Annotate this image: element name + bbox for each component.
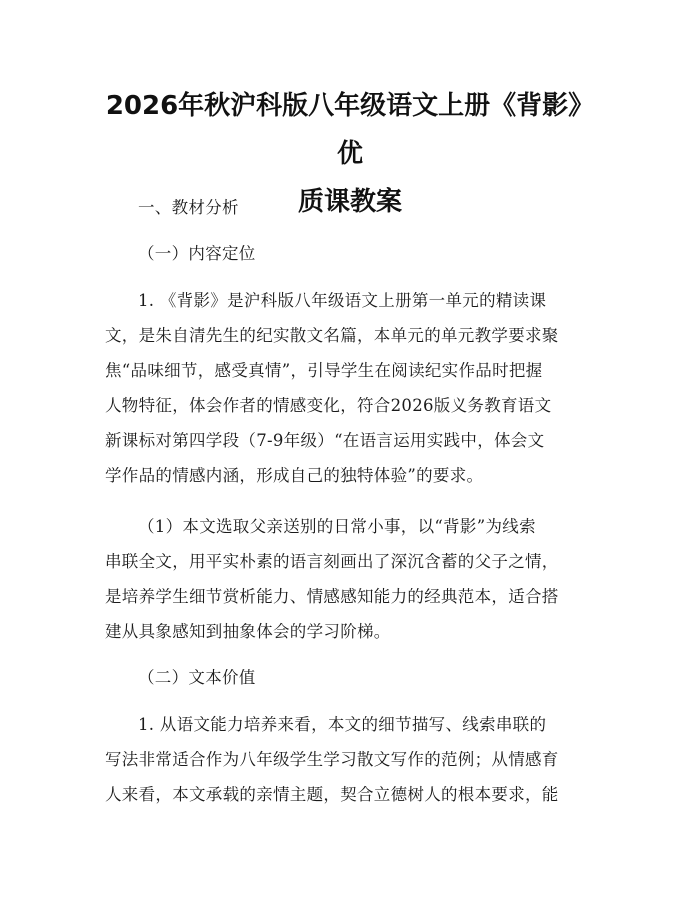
paragraph-content-position xyxy=(105,283,597,493)
section-heading: 一、教材分析 xyxy=(138,198,239,217)
subsection-heading: （二）文本价值 xyxy=(138,668,256,687)
paragraph-line: 人物特征，体会作者的情感变化，符合2026版义务教育语文 xyxy=(105,396,552,415)
paragraph-line: 文，是朱自清先生的纪实散文名篇，本单元的单元教学要求聚 xyxy=(105,326,559,345)
subsection-heading: （一）内容定位 xyxy=(138,244,256,263)
paragraph-line: 新课标对第四学段（7-9年级）“在语言运用实践中，体会文 xyxy=(105,431,545,450)
paragraph-line: 写法非常适合作为八年级学生学习散文写作的范例；从情感育 xyxy=(105,750,559,769)
paragraph-line: 1. 《背影》是沪科版八年级语文上册第一单元的精读课 xyxy=(138,291,547,310)
paragraph-line: 串联全文，用平实朴素的语言刻画出了深沉含蓄的父子之情， xyxy=(105,552,559,571)
title-line-1: 2026年秋沪科版八年级语文上册《背影》优 xyxy=(105,91,595,169)
paragraph-text-value xyxy=(105,707,597,812)
paragraph-line: （1）本文选取父亲送别的日常小事，以“背影”为线索 xyxy=(138,517,536,536)
paragraph-line: 建从具象感知到抽象体会的学习阶梯。 xyxy=(105,622,391,641)
paragraph-line: 1. 从语文能力培养来看，本文的细节描写、线索串联的 xyxy=(138,715,547,734)
paragraph-line: 是培养学生细节赏析能力、情感感知能力的经典范本，适合搭 xyxy=(105,587,559,606)
paragraph-line: 焦“品味细节，感受真情”，引导学生在阅读纪实作品时把握 xyxy=(105,361,543,380)
paragraph-background-story xyxy=(105,509,597,649)
paragraph-line: 人来看，本文承载的亲情主题，契合立德树人的根本要求，能 xyxy=(105,785,559,804)
paragraph-line: 学作品的情感内涵，形成自己的独特体验”的要求。 xyxy=(105,466,484,485)
title-line-2: 质课教案 xyxy=(297,187,402,217)
